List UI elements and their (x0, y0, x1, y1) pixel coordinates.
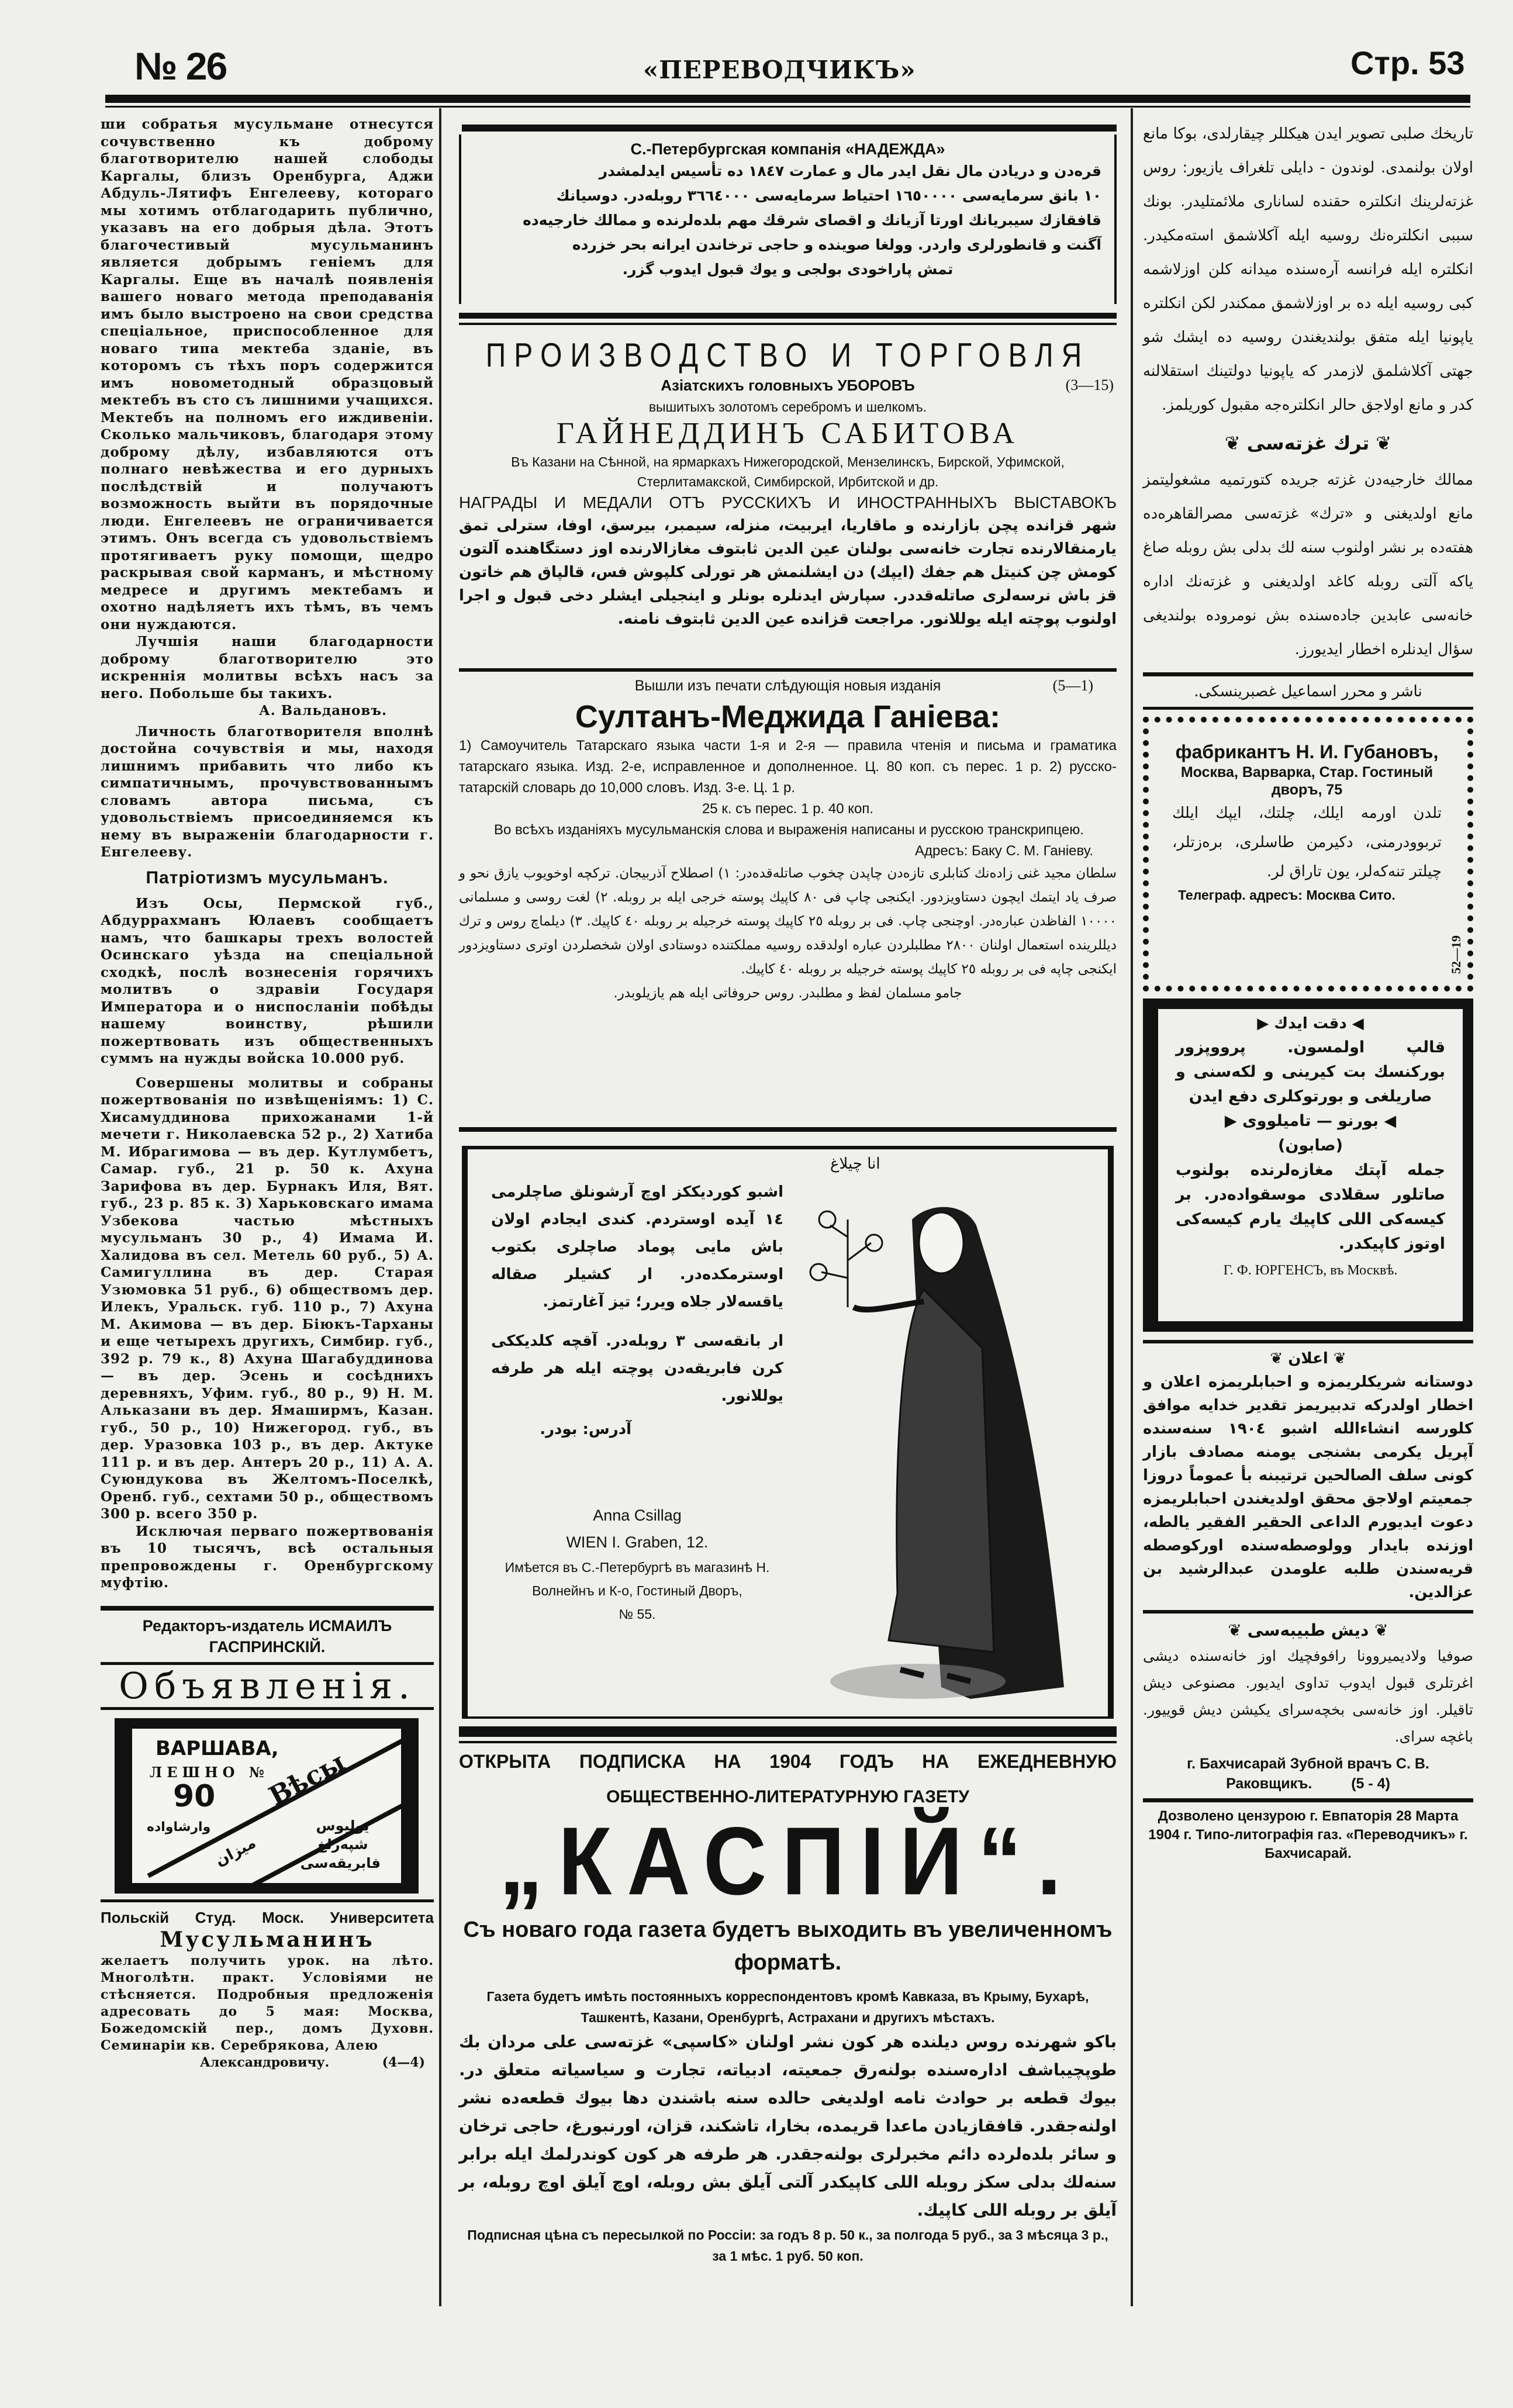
ornament-icon: ❦ (1369, 432, 1392, 454)
jurgens-arabic: قالپ اولمسون. پرووپزور بورکنسك بت کیرینی و لکەسنی و صاریلغی و بورتوکلری دفع ایدن (1176, 1038, 1445, 1105)
line: تمش پاراخودی بولجی و یوك قبول ایدوب گزر. (622, 261, 954, 278)
ornament-icon: ❦ (1228, 1621, 1248, 1640)
vesy-brand: Вѣсы (264, 1746, 350, 1812)
paragraph: Исключая перваго пожертвованія въ 10 тысячъ, всѣ остальныя препровождены г. Оренбургскому муфтію. (101, 1523, 434, 1591)
sabitov-awards: НАГРАДЫ И МЕДАЛИ ОТЪ РУССКИХЪ И ИНОСТРАННЫХЪ ВЫСТАВОКЪ (459, 493, 1117, 512)
issue-number: № 26 (134, 44, 227, 88)
csillag-address-block (491, 1502, 783, 1626)
ganiev-arabic: سلطان مجید غنی زادەنك کتابلری تازەدن چاپدن چخوب صاتلەقدەدر: ١) اصطلاح آذربیجان. ترکچه اوخویوب یازق نحو و صرف یاد ایتمك ایچون دستاویزدور. ایکنجی چاپ فی ٨٠ کاپیك پوسته خرجی ایله بر روبله. ٢) لغت روسی و مسلمانی ١٠٠٠٠ الفاظدن عبارەدر. اوچنجی چاپ. فی بر روبله ٢٥ کاپیك پوسته خرجیله بر روبله ٤٠ کاپیك. ٣) دیلماچ روس و ترك دیللرینده استعمال اولنان ٢٨٠٠ مطلبلردن عباره اولدقده روسیه مملکتنده دوستادی اولان شخصلردن اوتری دستاویزدور ایکنجی چاپه فی بر روبله ٢٥ کاپیك پوسته خرجیله بر روبله ٤٠ کاپیك. (459, 866, 1117, 977)
dentist-heading-ar (1143, 1618, 1473, 1643)
sabitov-arabic: شهر قزانده پچن بازارنده و ماقاریا، ایربیت، منزله، سیمبر، بیرسق، اوفا، سترلی تمق یارمنقالارنده تجارت خانەسی بولنان عین الدین ثابتوف مغازالارنده اوز دستگاهنده آلتون کومش چن کنیتل هم جفك (ایپك) دن ایشلنمش هر تورلی کلپوش فس، قالپاق هم خاتون قز باش نرسەلری صاتلەقددر. سپارش ایدنلره بونلر و اینجیلی ایشلر دخی قبول و اجرا اولنوب پوچته ایله یوللانور. مراجعت قزانده عین الدین ثابتوف نامنه. (459, 517, 1117, 628)
article-engeleev (101, 116, 434, 1592)
kaspiy-line4: Газета будетъ имѣть постоянныхъ корреспондентовъ кромѣ Кавказа, въ Крыму, Бухарѣ, Ташкентѣ, Казани, Оренбургѣ, Астрахани и другихъ мѣстахъ. (486, 1989, 1089, 2025)
kaspiy-price: Подписная цѣна съ пересылкой по Россіи: за годъ 8 р. 50 к., за полгода 5 руб., за 3 мѣсяца 3 р., за 1 мѣс. 1 руб. 50 коп. (467, 2227, 1108, 2264)
divider (1143, 707, 1473, 710)
ganiev-list-end: 25 к. съ перес. 1 р. 40 коп. (702, 801, 874, 817)
divider (459, 313, 1117, 319)
csillag-arabic: اشبو کوردیککز اوچ آرشونلق صاچلرمی ١٤ آیده اوستردم. کندی ایجادم اولان باش مایی پوماد صاچلری بکتوب اوسترمکدەدر. ار کشیلر صقاله یاقسەلار جلاه ویرر؛ تیز آغارتمز. (491, 1183, 783, 1311)
student-ad-last: Александровичу. (200, 2054, 330, 2070)
student-ad-line1: Польскій Студ. Моск. Университета (101, 1908, 434, 1926)
line: قرەدن و دریادن مال نقل ایدر مال و عمارت ١٨٤٧ دە تأسیس ایدلمشدر (599, 163, 1101, 179)
nadezhda-text (461, 159, 1114, 282)
paragraph: Изъ Осы, Пермской губ., Абдуррахманъ Юлаевъ сообщаетъ намъ, что башкары трехъ волостей Осинскаго уѣзда на спеціальной сходкѣ, послѣ вознесенія горячихъ молитвъ о здравіи Государя Императора и о ниспосланіи побѣды нашему воинству, рѣшили пожертвовать изъ общественныхъ суммъ на нужды войска 10.000 руб. (101, 895, 434, 1066)
kaspiy-ad (459, 1750, 1117, 2267)
publisher-ar: ناشر و محرر اسماعیل غصبرینسکی. (1194, 683, 1422, 700)
sabitov-title: ПРОИЗВОДСТВО И ТОРГОВЛЯ (485, 337, 1090, 375)
ads-heading: Объявленія. (119, 1664, 416, 1707)
sabitov-ad (459, 332, 1117, 665)
divider (462, 125, 1117, 132)
nadezhda-ad (459, 134, 1117, 304)
kaspiy-arabic: باکو شهرنده روس دیلنده هر کون نشر اولنان «کاسپی» غزتەسی علی مردان بك طوپچیباشف ادارەسنده بولنەرق جمعیتە، ادبیاتە، تجارت و سیاسیاتە متعلق در. بیوك قطعه بر حوادث نامه اولدیغی حالده سنه باشندن دها بیوك قطعەده نشر اولنەجقدر. قافقازیادن ماعدا قریمده، بخارا، تاشکند، قزان، اورنبورغ، حاجی ترخان و سائر بلدەلرده دائم مخبرلری بولنەجقدر. هر طرفه هر کون کوندرلمك ایله برابر سنەلك بدلی سکز روبله اللی کاپیکدر آلتی آیلق بش روبله، اوچ آیلق اوچ روبله، بر آیلق بر روبله اللی کاپیك. (459, 2032, 1117, 2220)
csillag-stockist-no: № 55. (619, 1607, 656, 1622)
jurgens-maker: Г. Ф. ЮРГЕНСЪ, въ Москвѣ. (1223, 1263, 1398, 1278)
ganiev-arabic-end: جامو مسلمان لفظ و مطلبدر. روس حروفاتی ایله هم یازیلوبدر. (613, 986, 962, 1001)
divider (459, 323, 1117, 325)
sabitov-sub1: Азіатскихъ головныхъ УБОРОВЪ (661, 376, 915, 394)
vesy-street: ЛЕШНО № (150, 1763, 269, 1781)
kaspiy-line1: ОТКРЫТА ПОДПИСКА НА 1904 ГОДЪ НА ЕЖЕДНЕВНУЮ (459, 1751, 1117, 1772)
ornament-icon: ▶ (1257, 1015, 1274, 1032)
ornament-icon: ◀ (1346, 1015, 1364, 1032)
signature: А. Вальдановъ. (259, 703, 387, 718)
vesy-city-ar: وارشاوادە (147, 1819, 211, 1834)
maker-line: شپەرلغ (317, 1836, 368, 1853)
gubanov-name: фабрикантъ Н. И. Губановъ, (1175, 741, 1439, 762)
page-number: Стр. 53 (1350, 44, 1465, 81)
sabitov-places: Въ Казани на Сѣнной, на ярмаркахъ Нижегородской, Мензелинскъ, Бирской, Уфимской, Стерлитамакской, Симбирской, Ирбитской и др. (511, 454, 1065, 489)
dentist-russian (1143, 1754, 1473, 1794)
turk-gazette-heading (1143, 430, 1473, 456)
divider (459, 1726, 1117, 1737)
article-heading: Патріотизмъ мусульманъ. (146, 868, 389, 887)
nadezhda-title: С.-Петербургская компанія «НАДЕЖДА» (630, 140, 945, 158)
sabitov-name: ГАЙНЕДДИНЪ САБИТОВА (556, 417, 1020, 450)
dentist-name: г. Бахчисарай Зубной врачъ С. В. Раковщикъ. (1187, 1756, 1429, 1792)
heading-text: دیش طبیبەسی (1247, 1621, 1369, 1640)
divider (459, 668, 1117, 672)
divider (1143, 672, 1473, 676)
elan-heading-ar (1143, 1347, 1473, 1370)
center-column (459, 125, 1117, 2267)
ganiev-intro: Вышли изъ печати слѣдующія новыя изданія (634, 678, 941, 694)
student-ad-line2: Мусульманинъ (160, 1927, 375, 1952)
student-ad (101, 1908, 434, 2071)
jurgens-soap-ar: (صابون) (1277, 1136, 1343, 1155)
ornament-icon: ❦ (1270, 1350, 1289, 1367)
csillag-address: WIEN I. Graben, 12. (566, 1533, 709, 1551)
gubanov-telegraph: Телеграф. адресъ: Москва Сито. (1178, 887, 1395, 903)
paragraph: ши собратья мусульмане отнесутся сочувственно къ доброму благотворителю нашей слободы Каргалы, близъ Оренбурга, Аджи Абдуль-Лятифъ Енгелееву, котораго мы хотимъ отблагодарить публично, указавъ на его добрыя дѣла. Этотъ благочестивый мусульманинъ является добрымъ геніемъ для Каргалы. Еще въ началѣ появленія вашего новаго метода преподаванія имъ было выстроено на свои средства спеціальное, приспособленное для новаго типа мектеба зданіе, въ которомъ съ тѣхъ поръ содержится имъ новометодный образцовый мектебъ въ сто съ лишними учащихся. Мектебъ на полномъ его иждивеніи. Сколько мальчиковъ, благодаря этому доброму дѣлу, избавляются отъ полнаго невѣжества и его дурныхъ послѣдствій и получаютъ возможность выйти въ порядочные люди. Енгелеевъ не ограничивается этимъ. Онъ всегда съ удовольствіемъ протягиваетъ руку помощи, щедро раскрывая свой карманъ, и мѣстному медресе и другимъ мектебамъ и охотно надѣляетъ ихъ тѣмъ, въ чемъ они нуждаются. (101, 116, 434, 633)
paragraph: Совершены молитвы и собраны пожертвованія по извѣщеніямъ: 1) С. Хисамуддинова прихожанами 1-й мечети г. Николаевска 52 р., 2) Хатиба М. Ибрагимова — въ дер. Кутлумбетъ, Самар. губ., 21 р. 50 к. Ахуна Зарифова въ дер. Бурнакъ Иля, Вят. губ., 23 р. 85 к. 3) Харьковскаго имама Узбекова частью мѣстныхъ мусульманъ 30 р., 4) Имама И. Халидова въ сел. Метель 60 руб., 5) А. Самигуллина въ дер. Старая Узюмовка 51 руб., 6) обществомъ дер. Илекъ, Уральск. губ. 110 р., 7) Ахуна М. Акимова — въ дер. Біюкъ-Тарханы и еще четырехъ другихъ, Симбир. губ., 392 р. 79 к., 8) Ахуна Шагабуддинова — въ дер. Эсень и сосѣднихъ деревняхъ, Уфим. губ., 80 р., 9) Н. М. Альказани въ дер. Ямаширмъ, Казан. губ., 50 р., 10) Нижегород. губ., въ дер. Уразовка 103 р., въ дер. Актуке 111 р. и въ дер. Антеръ 20 р., 11) А. А. Суюндукова въ Желтомъ-Поселкѣ, Оренб. губ., сехтами 50 р., обществомъ 300 р. всего 350 р. (101, 1075, 434, 1522)
divider (101, 1606, 434, 1611)
column-divider-right (1131, 108, 1133, 2306)
ornament-icon: ❦ (1224, 432, 1247, 454)
vesy-city: ВАРШАВА, (156, 1736, 279, 1760)
ad-count: (5 - 4) (1351, 1775, 1390, 1792)
divider (1143, 1340, 1473, 1343)
censor-note: Дозволено цензурою г. Евпаторія 28 Марта 1904 г. Типо-литографія газ. «Переводчикъ» г. Бахчисарай. (1148, 1808, 1468, 1861)
ad-count: 52—19 (1449, 935, 1463, 974)
newspaper-title: «ПЕРЕВОДЧИКЪ» (643, 56, 916, 84)
editor-credit: Редакторъ-издатель ИСМАИЛЪ ГАСПРИНСКІЙ. (142, 1616, 392, 1656)
news-arabic: تاریخك صلبی تصویر ایدن هیکللر چیقارلدی، بوکا مانع اولان بولنمدی. لوندون - دایلی تلغراف یازیور: روس غزتەلرینك انکلتره حقنده لساناری ملائمتلیدر. بونك سببی انکلترەنك روسیه ایله آکلاشمق استەمکیدر. انکلتره ایله فرانسه آرەسنده میدانه کلن اوزلاشمه کبی روسیه ایله ده بر اوزلاشمق ممکندر لکن انکلتره یاپونیا ایله متفق بولندیغندن روسیه ده ایشك شو جهتی آکلاشلمق لازمدر که یاپونیا دولتینك استقلالنه کدر و مانع اولاجق حالر انکلترەجه مقبول کوریلمز. (1143, 125, 1473, 414)
divider (101, 1707, 434, 1710)
kaspiy-line3: Съ новаго года газета будетъ выходить въ увеличенномъ форматѣ. (463, 1918, 1113, 1975)
ad-count: (4—4) (382, 2054, 425, 2070)
csillag-stockist: Имѣется въ С.-Петербургѣ въ магазинѣ Н. Волнейнъ и К-о, Гостиный Дворъ, (505, 1560, 770, 1598)
ornament-icon: ◀ (1378, 1112, 1397, 1130)
editorial-note: Личность благотворителя вполнѣ достойна сочувствія и мы, находя лишнимъ прибавить что либо къ симпатичнымъ, прочувствованнымъ словамъ автора письма, съ удовольствіемъ присоединяемся къ нему въ выраженіи благодарности г. Енгелееву. (101, 723, 434, 860)
vesy-brand-ar: میزان (212, 1833, 259, 1870)
dentist-arabic: صوفیا ولادیمیروونا رافوفچیك اوز خانەسنده دیشی اغرتلری قبول ایدوب تداوی ایدیور. مصنوعی دیش تاقیلر. اوز خانەسی بخچەسرای یکیشن دیش قوییور. باغچه سرای. (1143, 1647, 1473, 1745)
maker-line: فابریقەسی (300, 1854, 381, 1871)
column-divider-left (439, 108, 441, 2306)
csillag-caption-ar: انا چیلاغ (830, 1155, 880, 1173)
header-rule (105, 95, 1470, 103)
jurgens-heading-ar (1176, 1012, 1445, 1035)
header-rule-thin (105, 106, 1470, 108)
gubanov-address: Москва, Варварка, Стар. Гостиный дворъ, 75 (1180, 764, 1433, 798)
ornament-icon: ❦ (1328, 1350, 1346, 1367)
ornament-icon: ❦ (1369, 1621, 1388, 1640)
gubanov-arabic: تلدن اورمه ایلك، چلتك، ایپك ایلك تربوودرمنی، دکیرمن طاسلری، برەزتلر، چیلتر تنەکەلر، یون تاراق لر. (1172, 804, 1442, 880)
csillag-price-ar: ار بانقەسی ٣ روبلەدر. آقچه کلدیککی کرن فابریقەدن پوچته ایله هر طرفه یوللانور. (491, 1332, 784, 1405)
left-column (101, 116, 434, 2071)
divider (101, 1899, 434, 1902)
turk-gazette-text: ممالك خارجیەدن غزته جریده کتورتمیه مشغولیتمز مانع اولدیغنی و «ترك» غزتەسی مصرالقاهرەده هفتەده بر نشر اولنوب سنه لك بدلی بش روبله صاغ یاکه آلتی روبله کاغد اولدیغنی و غزتەنك اداره خانەسی عابدین جادەسنده بش نومروده بولندیغی سؤال ایدنلره اخطار ایدیورز. (1143, 471, 1473, 658)
csillag-text-column (491, 1179, 783, 1626)
sabitov-sub2: вышитыхъ золотомъ серебромъ и шелкомъ. (648, 399, 927, 414)
right-column (1143, 117, 1473, 1863)
paragraph: Лучшія наши благодарности доброму благотворителю это искреннія молитвы всѣхъ насъ за него. Побольше бы такихъ. (101, 634, 434, 702)
student-ad-body: желаетъ получить урок. на лѣто. Многолѣтн. практ. Условіями не стѣсняется. Подробныя предложенія адресовать до 5 мая: Москва, Божедомскій пер., домъ Духовн. Семинаріи кв. Серебрякова, Алею (101, 1953, 434, 2053)
ganiev-title: Султанъ-Меджида Ганіева: (575, 699, 1001, 734)
jurgens-ad (1143, 999, 1473, 1332)
gubanov-ad (1143, 717, 1473, 991)
vesy-maker-ar (300, 1816, 381, 1872)
divider (1143, 1798, 1473, 1802)
long-haired-woman-illustration (795, 1173, 1111, 1711)
heading-text: دقت ایدك (1274, 1015, 1347, 1032)
csillag-address-ar: آدرس: بودر. (540, 1421, 631, 1438)
heading-text: ترك غزتەسی (1246, 432, 1370, 454)
brand-text: بورنو — تامیلووی (1242, 1112, 1379, 1130)
ganiev-address: Адресъ: Баку С. М. Ганіеву. (915, 843, 1093, 859)
ornament-icon: ▶ (1224, 1112, 1243, 1130)
csillag-ad (462, 1146, 1114, 1719)
jurgens-brand-ar (1176, 1109, 1445, 1134)
line: آگنت و قانطورلری واردر. وولغا صوینده و حاجی ترخاندن ایرانه بحر خزرده (572, 236, 1101, 253)
kaspiy-title: „КАСПІЙ“. (499, 1806, 1077, 1915)
maker-line: یولیوس (316, 1817, 369, 1834)
elan-text: دوستانه شریكلریمزه و احبابلریمزه اعلان و اخطار اولدرکه تدبیریمز تقدیر خدایه موافق کلورسه انشاءالله اشبو ١٩٠٤ سنەسنده آپریل یکرمی بشنجی یومنه مصادف بازار کونی سلف الصالحین ترتیبنه بأ عموماً دروزا جمعیتم اولاجق محقق اولدیغندن احبابلریمزه دعوت ایدیورم الداعی الحقیر الفقیر یالطه، اوزنده بایدار وولوصطەسنده اورکوصطه قریەسندن طلبه علومدن عبدالرشید بن عزالدین. (1143, 1373, 1473, 1601)
divider (1143, 1610, 1473, 1614)
ad-count: (5—1) (1052, 677, 1093, 694)
ad-count: (3—15) (1065, 376, 1114, 393)
ganiev-note: Во всѣхъ изданіяхъ мусульманскія слова и выраженія написаны и русскою транскрипцею. (494, 822, 1084, 838)
divider (459, 1741, 1117, 1743)
kaspiy-line2: ОБЩЕСТВЕННО-ЛИТЕРАТУРНУЮ ГАЗЕТУ (606, 1787, 969, 1806)
line: قافقازك سیبریانك اورتا آزیانك و اقصای شرقك مهم بلدەلرندە و ممالك خارجیەدە (523, 212, 1101, 229)
line: ١٠ بانق سرمایەسی ١٦٥٠٠٠٠ احتیاط سرمایەسی ٣٦٦٤٠٠٠ روبلەدر. دوسیانك (556, 187, 1101, 204)
ganiev-ad (459, 676, 1117, 1123)
csillag-name: Anna Csillag (593, 1507, 682, 1524)
jurgens-arabic2: جمله آپتك مغازەلرنده بولنوب صاتلور سقلادی موسقوادەدر. بر کیسەکی اللی کاپیك یارم کیسەکی اوتوز کاپیکدر. (1176, 1161, 1445, 1253)
vesy-number: 90 (173, 1778, 216, 1814)
divider (459, 1127, 1117, 1132)
ganiev-list: 1) Самоучитель Татарскаго языка части 1-я и 2-я — правила чтенія и письма и граматика татарскаго языка. Изд. 2-е, исправленное и дополненное. Ц. 80 коп. съ перес. 1 р. 2) русско-татарскій словарь до 10,000 словъ. Изд. 3-е. Ц. 1 р. (459, 738, 1117, 796)
vesy-ad (115, 1718, 419, 1894)
heading-text: اعلان (1288, 1350, 1328, 1367)
